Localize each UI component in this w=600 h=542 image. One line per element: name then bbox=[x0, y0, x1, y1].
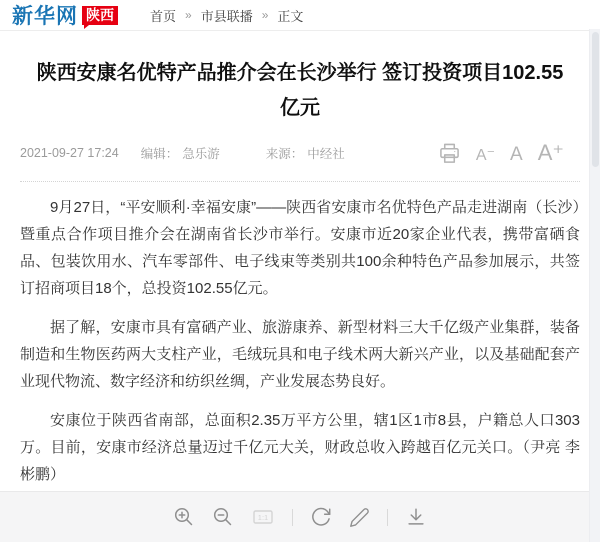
breadcrumb-item-home[interactable]: 首页 bbox=[150, 8, 177, 24]
source-name: 中经社 bbox=[307, 147, 345, 161]
article-title: 陕西安康名优特产品推介会在长沙举行 签订投资项目102.55亿元 bbox=[36, 62, 564, 119]
toolbar-divider bbox=[387, 509, 388, 526]
font-smaller-button[interactable]: A⁻ bbox=[475, 147, 496, 164]
printer-icon[interactable] bbox=[438, 143, 461, 164]
paragraph: 9月27日，“平安顺利·幸福安康”——陕西省安康市名优特色产品走进湖南（长沙）暨重点合作项目推介会在湖南省长沙市举行。安康市近20家企业代表，携带富硒食品、包装饮用水、汽车零部件、电子线束等类别共100余种特色产品参加展示，共签订招商项目18个，总投资102.55亿元。 bbox=[20, 199, 580, 297]
download-icon[interactable] bbox=[405, 506, 427, 528]
scrollbar-track[interactable] bbox=[589, 29, 600, 542]
editor-group bbox=[141, 144, 224, 162]
font-larger-button[interactable]: A⁺ bbox=[537, 140, 564, 165]
paragraph: 安康位于陕西省南部，总面积2.35万平方公里，辖1区1市8县，户籍总人口303万。目前，安康市经济总量迈过千亿元大关，财政总收入跨越百亿元关口。（尹亮 李彬鹏） bbox=[20, 412, 580, 483]
rotate-icon[interactable] bbox=[310, 506, 332, 528]
breadcrumb bbox=[150, 6, 303, 25]
source-group bbox=[266, 144, 349, 162]
editor-name: 急乐游 bbox=[182, 147, 220, 161]
breadcrumb-item-current: 正文 bbox=[277, 8, 304, 24]
article-meta bbox=[20, 142, 580, 164]
font-default-button[interactable]: A bbox=[510, 144, 523, 165]
actual-size-icon[interactable] bbox=[251, 506, 275, 528]
breadcrumb-item-channel[interactable]: 市县联播 bbox=[200, 8, 253, 24]
header bbox=[0, 0, 600, 31]
paragraph: 据了解，安康市具有富硒产业、旅游康养、新型材料三大千亿级产业集群，装备制造和生物医药两大支柱产业，毛绒玩具和电子线术两大新兴产业，以及基础配套产业现代物流、数字经济和纺织丝绸，产业发展态势良好。 bbox=[20, 319, 580, 390]
edit-icon[interactable] bbox=[349, 507, 370, 528]
zoom-out-icon[interactable] bbox=[212, 506, 234, 528]
svg-text:1:1: 1:1 bbox=[257, 513, 269, 522]
scrollbar-thumb[interactable] bbox=[592, 32, 599, 167]
article-body bbox=[0, 182, 600, 488]
meta-controls bbox=[438, 142, 580, 164]
viewer-toolbar bbox=[0, 491, 600, 542]
editor-label: 编辑： bbox=[140, 147, 179, 161]
publish-date: 2021-09-27 17:24 bbox=[20, 146, 119, 160]
region-badge: 陕西 bbox=[82, 6, 118, 25]
xinhuanet-logo[interactable] bbox=[12, 0, 118, 30]
source-label: 来源： bbox=[265, 147, 304, 161]
breadcrumb-separator: » bbox=[185, 8, 192, 22]
xinhuanet-logo-text: 新华网 bbox=[12, 5, 78, 28]
breadcrumb-separator: » bbox=[261, 8, 269, 22]
toolbar-divider bbox=[292, 509, 293, 526]
zoom-in-icon[interactable] bbox=[173, 506, 195, 528]
